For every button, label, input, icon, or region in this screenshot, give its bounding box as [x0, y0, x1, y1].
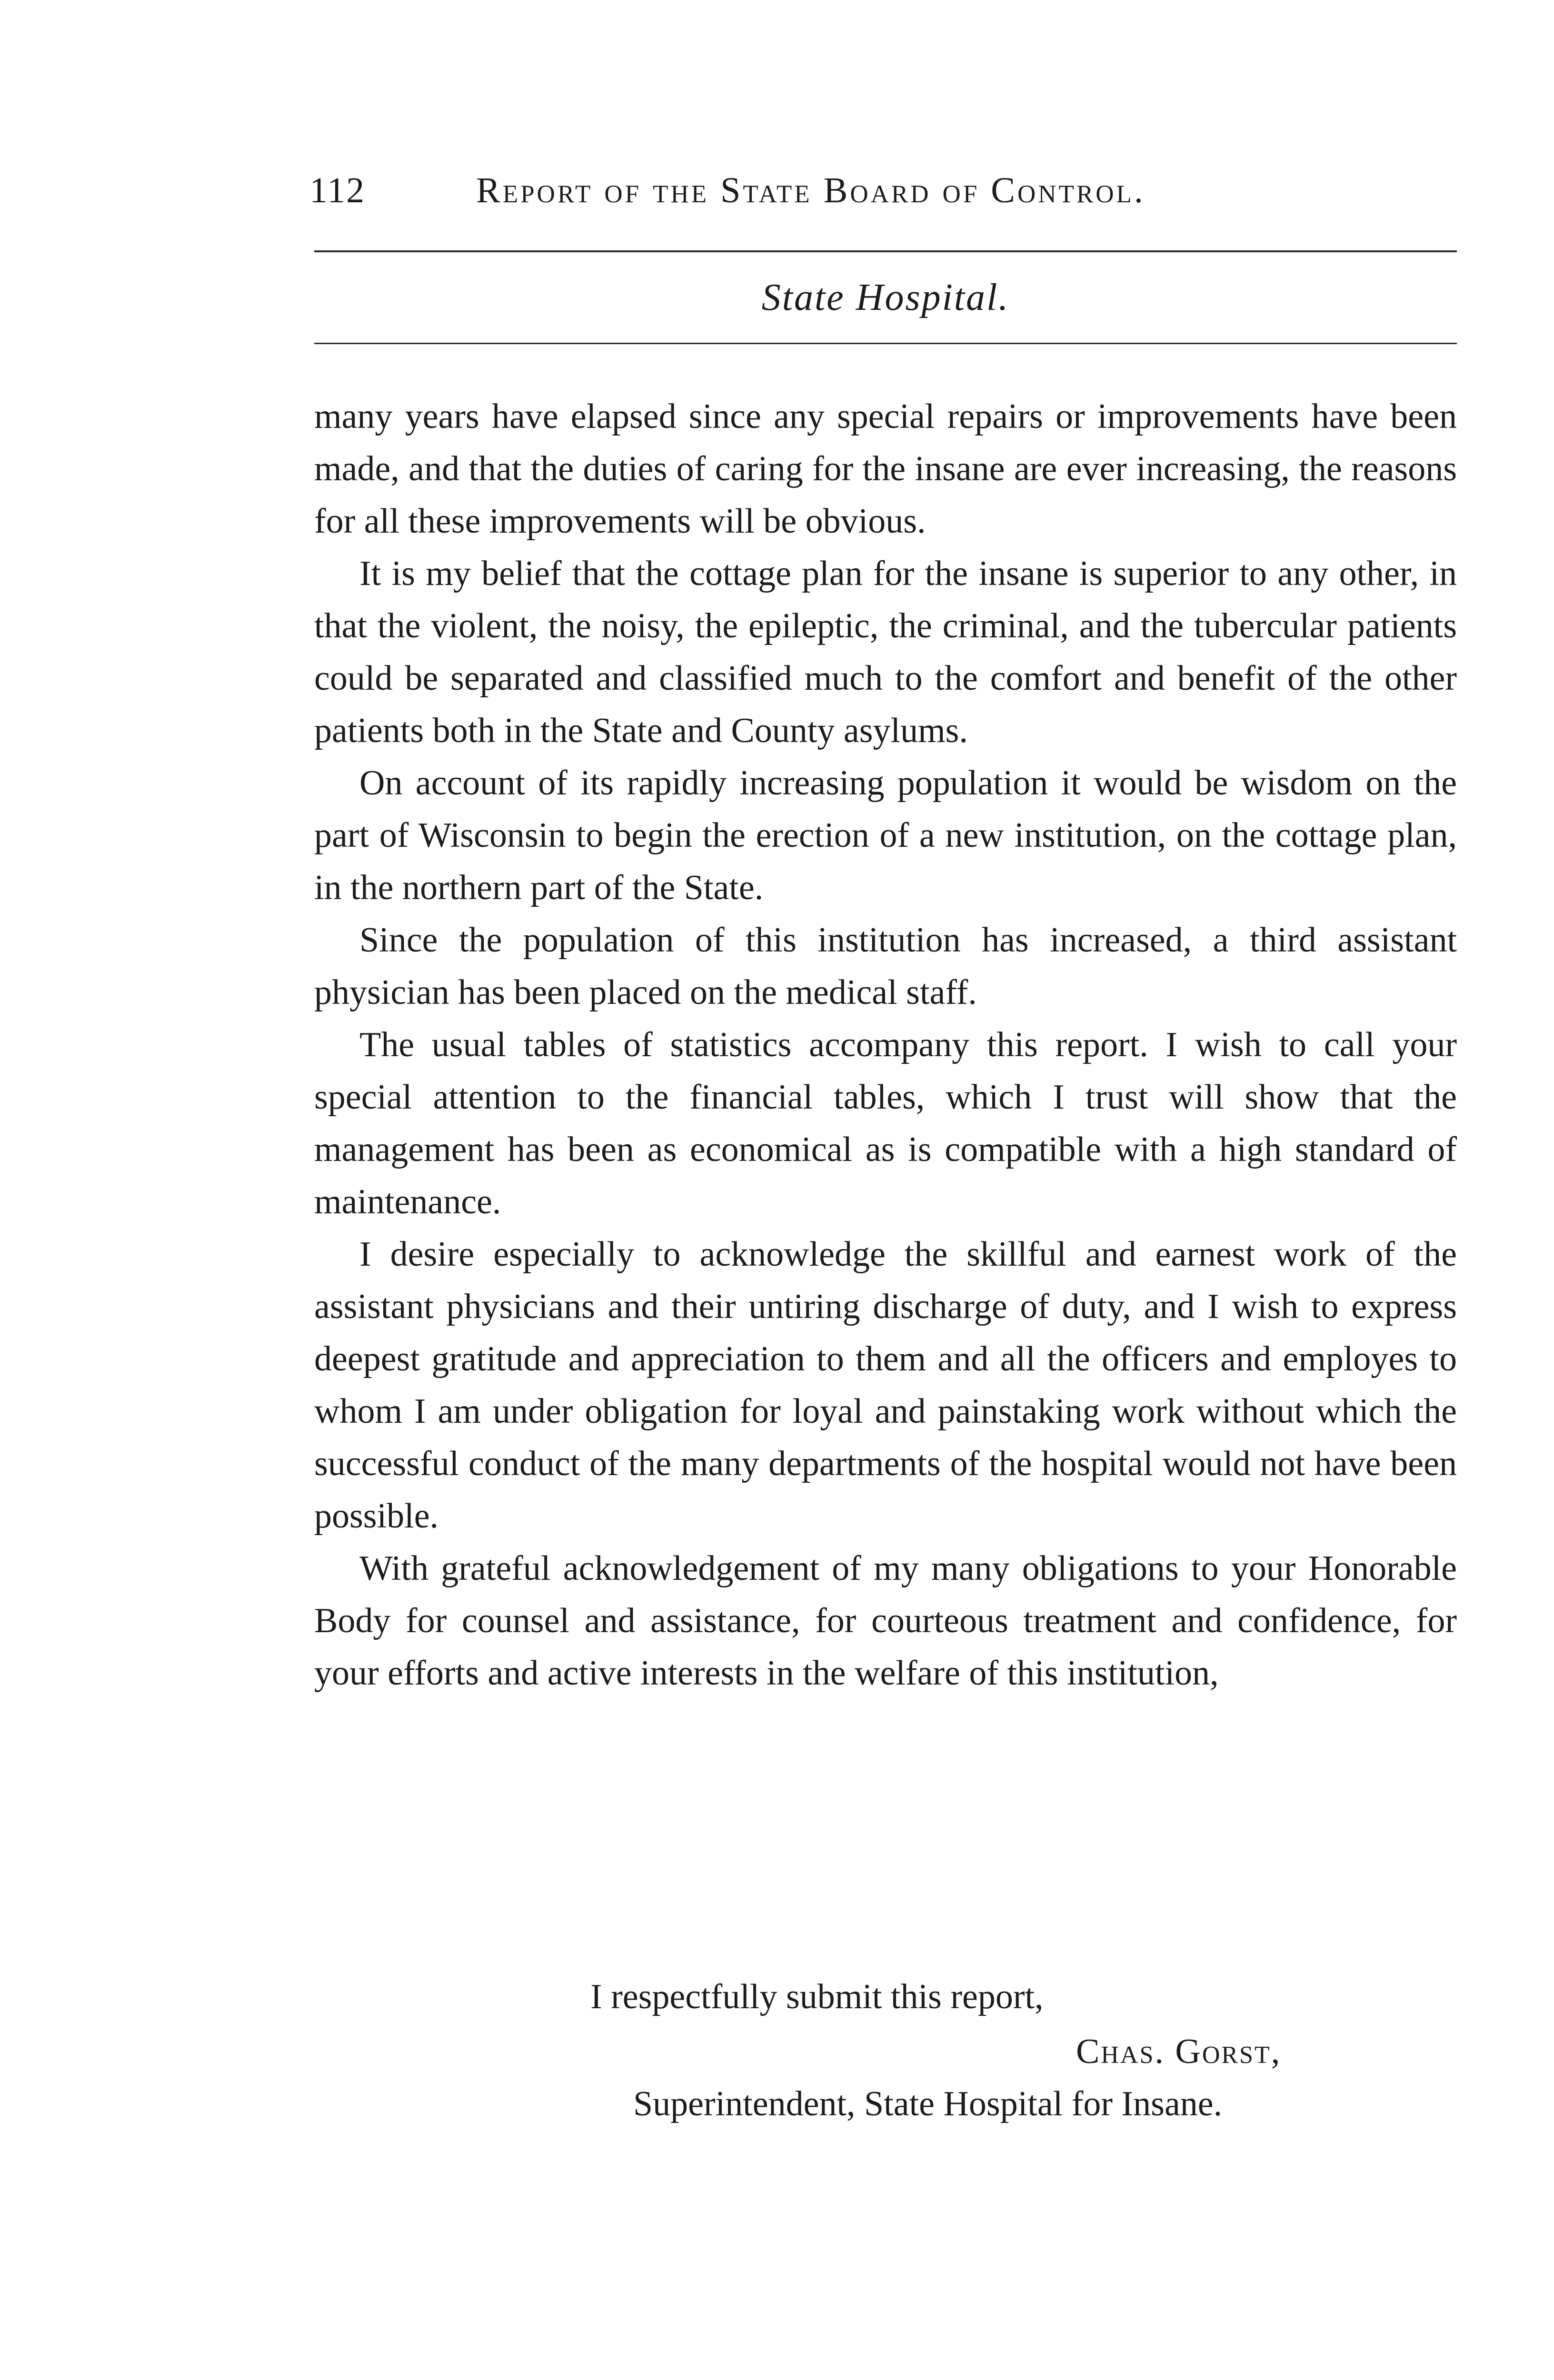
signature-name: Chas. Gorst,: [1076, 2032, 1282, 2071]
paragraph: The usual tables of statistics accompany this report. I wish to call your special attention to the financial tables, which I trust will show that the management has been as economical as is compatible with a high standard of maintenance.: [314, 1025, 1457, 1221]
paragraph: With grateful acknowledgement of my many obligations to your Honorable Body for counsel and assistance, for courteous treatment and confidence, for your efforts and active interests in the welfare of this institution,: [314, 1549, 1457, 1693]
paragraph: On account of its rapidly increasing population it would be wisdom on the part of Wisconsin to begin the erection of a new institution, on the cottage plan, in the northern part of the State.: [314, 764, 1457, 907]
body-text: [314, 390, 1457, 1699]
paragraph: many years have elapsed since any special repairs or improvements have been made, and that the duties of caring for the insane are ever increasing, the reasons for all these improvements will be obvious.: [314, 397, 1457, 541]
page-header: [309, 162, 1457, 219]
running-title: Report of the State Board of Control.: [476, 170, 1146, 210]
paragraph: It is my belief that the cottage plan for the insane is superior to any other, in that the violent, the noisy, the epileptic, the criminal, and the tubercular patients could be separated and classified much to the comfort and benefit of the other patients both in the State and County asylums.: [314, 554, 1457, 750]
paragraph: Since the population of this institution has increased, a third assistant physician has been placed on the medical staff.: [314, 921, 1457, 1012]
signature-title: Superintendent, State Hospital for Insane.: [633, 2084, 1223, 2123]
section-title: State Hospital.: [761, 277, 1010, 318]
header-rule-top: [314, 250, 1457, 252]
header-rule-bottom: [314, 343, 1457, 344]
page-number: 112: [309, 170, 366, 210]
closing-line: I respectfully submit this report,: [590, 1977, 1044, 2016]
paragraph: I desire especially to acknowledge the skillful and earnest work of the assistant physicians and their untiring discharge of duty, and I wish to express deepest gratitude and appreciation to them and all the officers and employes to whom I am under obligation for loyal and painstaking work without which the successful conduct of the many departments of the hospital would not have been possible.: [314, 1235, 1457, 1536]
